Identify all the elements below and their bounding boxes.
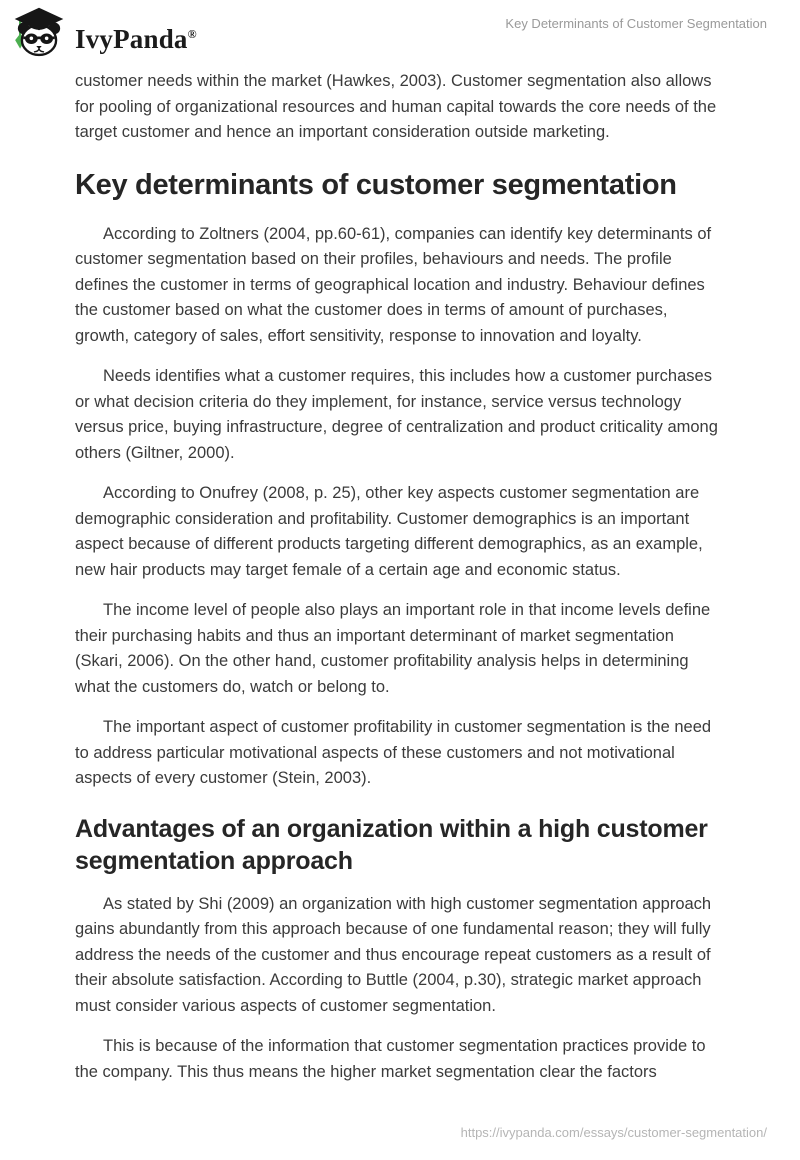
paragraph: The important aspect of customer profitability in customer segmentation is the need to address particular motivational aspects of these customers and not motivational aspects of every customer (Stein, 2003). <box>75 718 712 787</box>
intro-paragraph: customer needs within the market (Hawkes, 2003). Customer segmentation also allows for pooling of organizational resources and human capital towards the core needs of the target customer and hence an important consideration outside marketing. <box>75 72 717 141</box>
source-url-link[interactable]: https://ivypanda.com/essays/customer-segmentation/ <box>460 1125 767 1140</box>
brand-name: IvyPanda® <box>75 23 197 54</box>
section-heading-advantages: Advantages of an organization within a high customer segmentation approach <box>75 814 708 875</box>
paragraph: As stated by Shi (2009) an organization with high customer segmentation approach gains abundantly from this approach because of one fundamental reason; they will fully address the needs of the customer and thus encourage repeat customers as a result of their absolute satisfaction. According to Buttle (2004, p.30), strategic market approach must consider various aspects of customer segmentation. <box>75 894 712 1015</box>
registered-trademark: ® <box>187 26 197 41</box>
section-heading-key-determinants: Key determinants of customer segmentation <box>75 168 677 201</box>
ivypanda-panda-graduation-icon <box>12 6 66 58</box>
page-footer <box>461 1124 767 1142</box>
running-head-title: Key Determinants of Customer Segmentation <box>505 16 767 31</box>
paragraph: Needs identifies what a customer requires, this includes how a customer purchases or what decision criteria do they implement, for instance, service versus technology versus price, buying infrastructure, degree of centralization and product criticality among others (Giltner, 2000). <box>75 367 718 462</box>
brand-logo[interactable] <box>12 6 197 58</box>
paragraph: According to Zoltners (2004, pp.60-61), companies can identify key determinants of customer segmentation based on their profiles, behaviours and needs. The profile defines the customer in terms of geographical location and industry. Behaviour defines the customer based on what the customer does in terms of amount of purchases, growth, category of sales, effort sensitivity, response to innovation and loyalty. <box>75 224 712 345</box>
essay-content <box>75 60 724 1100</box>
paragraph: The income level of people also plays an important role in that income levels define their purchasing habits and thus an important determinant of market segmentation (Skari, 2006). On the other hand, customer profitability analysis helps in determining what the customers do, watch or belong to. <box>75 601 711 696</box>
page-header <box>12 6 767 58</box>
paragraph: This is because of the information that customer segmentation practices provide to the company. This thus means the higher market segmentation clear the factors <box>75 1037 706 1081</box>
paragraph: According to Onufrey (2008, p. 25), other key aspects customer segmentation are demographic consideration and profitability. Customer demographics is an important aspect because of different products targeting different demographics, as an example, new hair products may target female of a certain age and economic status. <box>75 484 703 579</box>
